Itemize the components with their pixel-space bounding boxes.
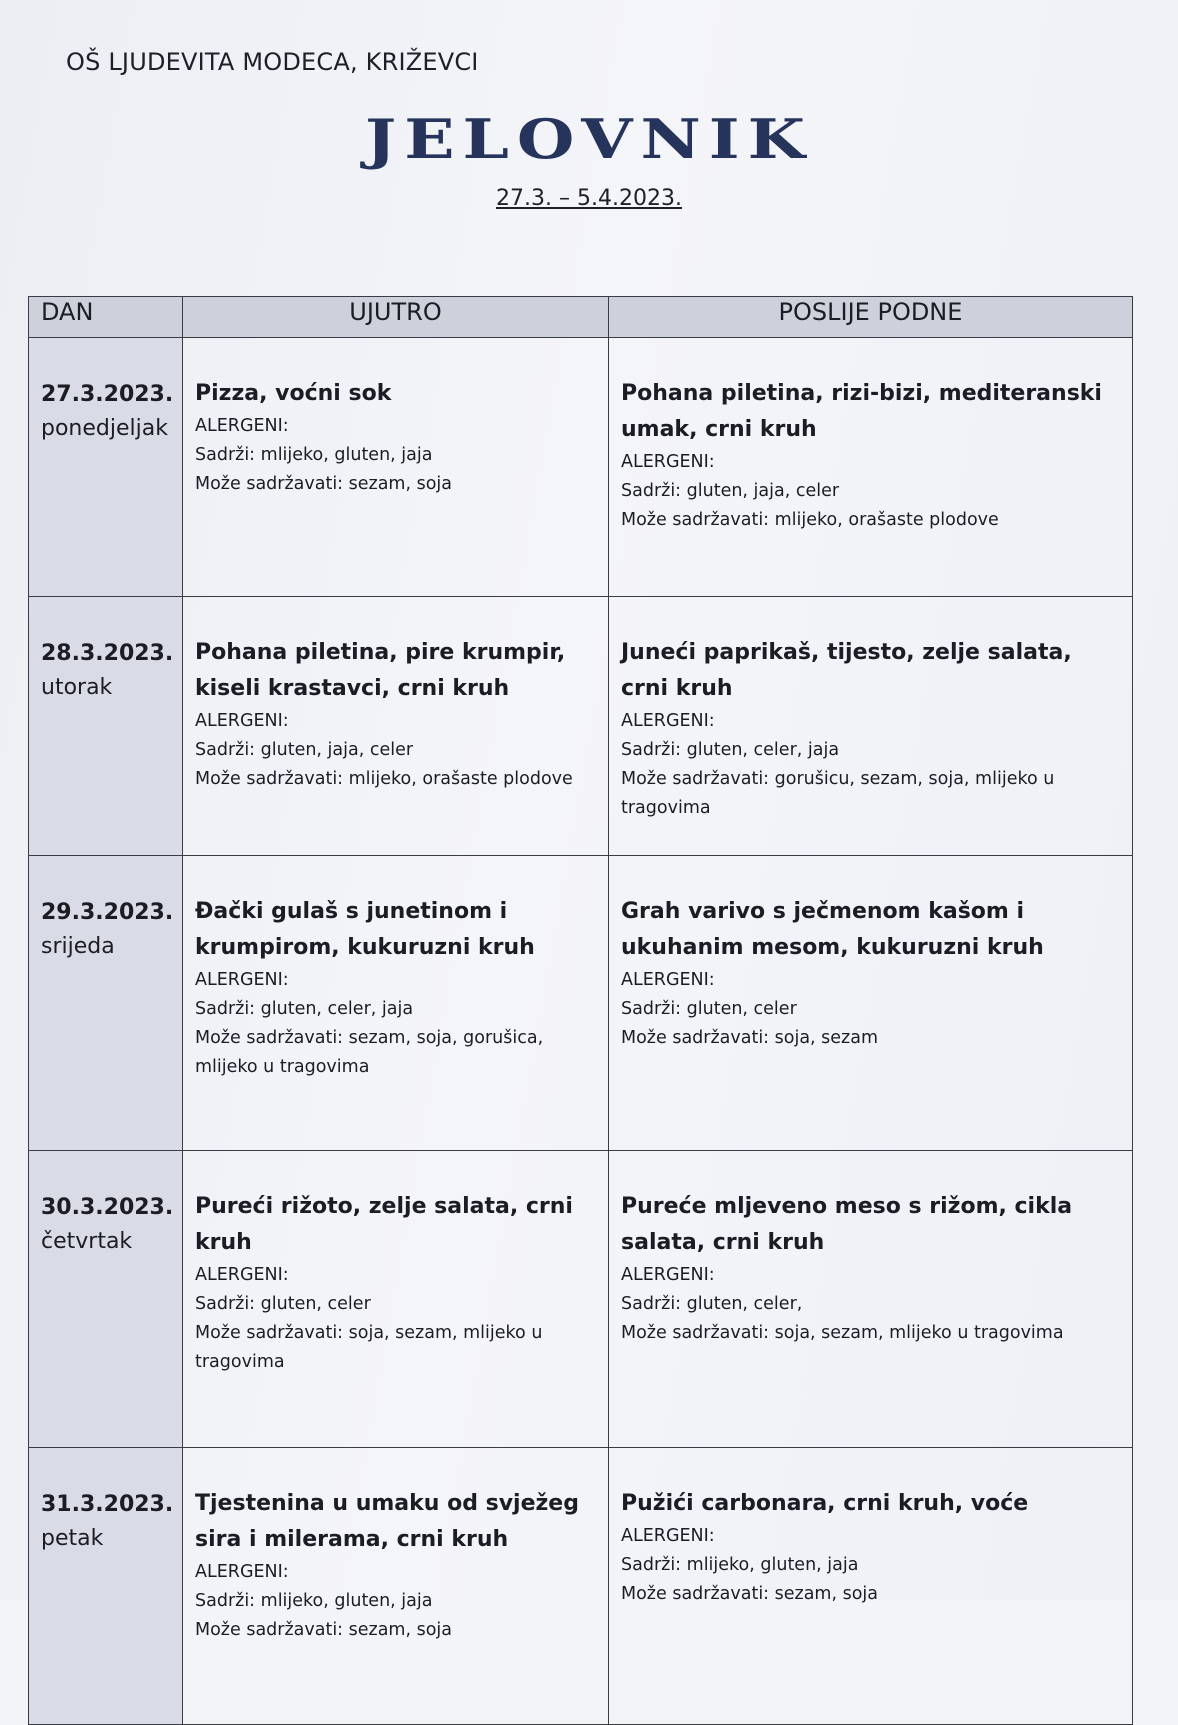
table-row [29, 1448, 1133, 1725]
day-cell [29, 1151, 183, 1448]
allergens-contains: Sadrži: mlijeko, gluten, jaja [195, 1591, 433, 1611]
allergens-contains: Sadrži: gluten, jaja, celer [621, 481, 840, 501]
day-cell [29, 856, 183, 1151]
day-date: 29.3.2023. [41, 900, 174, 925]
dish-name: Pureće mljeveno meso s rižom, cikla salata, crni kruh [621, 1194, 1073, 1255]
allergens-label: ALERGENI: [195, 1265, 289, 1285]
morning-meal-cell [183, 1151, 609, 1448]
header-morning: UJUTRO [183, 297, 609, 338]
morning-meal-cell [183, 856, 609, 1151]
dish-name: Pužići carbonara, crni kruh, voće [621, 1491, 1029, 1516]
afternoon-meal-cell [609, 338, 1133, 597]
header-day: DAN [29, 297, 183, 338]
menu-table [28, 296, 1133, 1725]
morning-meal-cell [183, 338, 609, 597]
dish-name: Đački gulaš s junetinom i krumpirom, kukuruzni kruh [195, 899, 535, 960]
day-cell [29, 1448, 183, 1725]
allergens-label: ALERGENI: [621, 1265, 715, 1285]
allergens-may-contain: Može sadržavati: sezam, soja, gorušica, mlijeko u tragovima [195, 1028, 544, 1077]
allergens-label: ALERGENI: [195, 970, 289, 990]
day-name: petak [41, 1526, 104, 1551]
day-date: 27.3.2023. [41, 382, 174, 407]
allergens-contains: Sadrži: gluten, celer, [621, 1294, 803, 1314]
allergens-contains: Sadrži: mlijeko, gluten, jaja [195, 445, 433, 465]
allergens-contains: Sadrži: gluten, celer, jaja [195, 999, 414, 1019]
day-date: 30.3.2023. [41, 1195, 174, 1220]
allergens-may-contain: Može sadržavati: soja, sezam [621, 1028, 879, 1048]
allergens-may-contain: Može sadržavati: sezam, soja [621, 1584, 879, 1604]
allergens-may-contain: Može sadržavati: mlijeko, orašaste plodove [621, 510, 999, 530]
afternoon-meal-cell [609, 856, 1133, 1151]
allergens-label: ALERGENI: [195, 416, 289, 436]
morning-meal-cell [183, 597, 609, 856]
allergens-contains: Sadrži: mlijeko, gluten, jaja [621, 1555, 859, 1575]
allergens-label: ALERGENI: [621, 711, 715, 731]
dish-name: Pohana piletina, rizi-bizi, mediteranski umak, crni kruh [621, 381, 1102, 442]
date-range: 27.3. – 5.4.2023. [496, 186, 682, 211]
school-name: OŠ LJUDEVITA MODECA, KRIŽEVCI [66, 48, 479, 76]
allergens-label: ALERGENI: [621, 452, 715, 472]
afternoon-meal-cell [609, 1151, 1133, 1448]
table-row [29, 338, 1133, 597]
dish-name: Juneći paprikaš, tijesto, zelje salata, crni kruh [621, 640, 1072, 701]
dish-name: Pohana piletina, pire krumpir, kiseli krastavci, crni kruh [195, 640, 566, 701]
allergens-contains: Sadrži: gluten, celer, jaja [621, 740, 840, 760]
day-date: 31.3.2023. [41, 1492, 174, 1517]
allergens-may-contain: Može sadržavati: soja, sezam, mlijeko u tragovima [195, 1323, 543, 1372]
page-title: JELOVNIK [364, 107, 814, 171]
day-name: srijeda [41, 934, 115, 959]
allergens-contains: Sadrži: gluten, jaja, celer [195, 740, 414, 760]
table-row [29, 1151, 1133, 1448]
allergens-label: ALERGENI: [195, 1562, 289, 1582]
header-afternoon: POSLIJE PODNE [609, 297, 1133, 338]
allergens-may-contain: Može sadržavati: sezam, soja [195, 474, 453, 494]
allergens-may-contain: Može sadržavati: mlijeko, orašaste plodove [195, 769, 573, 789]
allergens-may-contain: Može sadržavati: sezam, soja [195, 1620, 453, 1640]
dish-name: Pizza, voćni sok [195, 381, 392, 406]
allergens-label: ALERGENI: [195, 711, 289, 731]
day-cell [29, 597, 183, 856]
day-date: 28.3.2023. [41, 641, 174, 666]
dish-name: Pureći rižoto, zelje salata, crni kruh [195, 1194, 573, 1255]
allergens-label: ALERGENI: [621, 970, 715, 990]
day-name: utorak [41, 675, 113, 700]
dish-name: Tjestenina u umaku od svježeg sira i milerama, crni kruh [195, 1491, 579, 1552]
allergens-label: ALERGENI: [621, 1526, 715, 1546]
allergens-may-contain: Može sadržavati: gorušicu, sezam, soja, mlijeko u tragovima [621, 769, 1055, 818]
allergens-contains: Sadrži: gluten, celer [621, 999, 797, 1019]
afternoon-meal-cell [609, 1448, 1133, 1725]
allergens-contains: Sadrži: gluten, celer [195, 1294, 371, 1314]
dish-name: Grah varivo s ječmenom kašom i ukuhanim mesom, kukuruzni kruh [621, 899, 1044, 960]
day-name: ponedjeljak [41, 416, 168, 441]
table-row [29, 597, 1133, 856]
header-row [29, 297, 1133, 338]
day-name: četvrtak [41, 1229, 133, 1254]
allergens-may-contain: Može sadržavati: soja, sezam, mlijeko u tragovima [621, 1323, 1064, 1343]
afternoon-meal-cell [609, 597, 1133, 856]
table-row [29, 856, 1133, 1151]
day-cell [29, 338, 183, 597]
morning-meal-cell [183, 1448, 609, 1725]
